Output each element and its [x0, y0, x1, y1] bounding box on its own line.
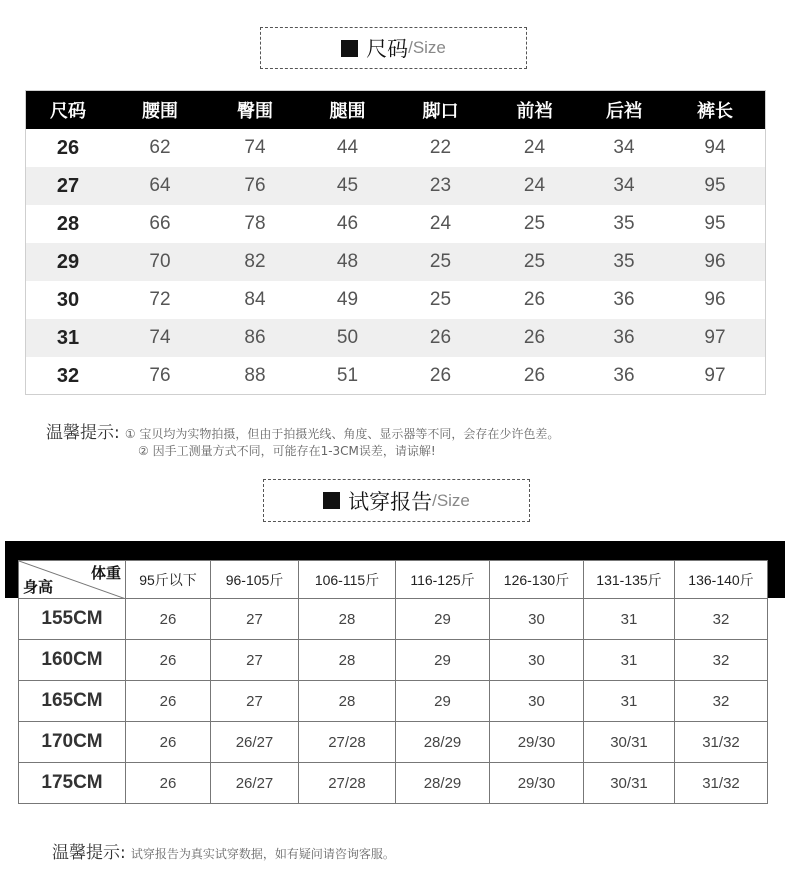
size-value-cell: 25 [523, 251, 546, 272]
fitting-size-cell: 26/27 [211, 763, 299, 804]
fitting-size-cell: 29 [396, 681, 490, 722]
size-row [26, 167, 765, 205]
size-row [26, 243, 765, 281]
fitting-title-cn: 试穿报告 [348, 489, 433, 514]
fitting-size-cell: 27 [211, 681, 299, 722]
size-value-cell: 51 [336, 365, 359, 386]
size-value-cell: 78 [244, 213, 266, 234]
square-bullet-icon [323, 492, 340, 509]
fitting-size-cell: 31/32 [675, 763, 768, 804]
size-value-cell: 76 [244, 175, 266, 196]
fitting-size-cell: 31/32 [675, 722, 768, 763]
square-bullet-icon [341, 40, 358, 57]
size-row [26, 205, 765, 243]
fitting-size-cell: 30 [490, 599, 584, 640]
size-value-cell: 24 [523, 175, 546, 196]
size-value-cell: 96 [704, 289, 726, 310]
tip-lead: 温馨提示: [46, 423, 120, 443]
size-chart-table [25, 90, 766, 395]
weight-header: 106-115斤 [299, 561, 396, 599]
size-value-cell: 36 [613, 327, 635, 348]
size-label-cell: 26 [56, 136, 80, 159]
size-value-cell: 36 [613, 365, 635, 386]
size-table-header [26, 91, 765, 129]
fitting-size-cell: 26/27 [211, 722, 299, 763]
fitting-size-cell: 27/28 [299, 763, 396, 804]
height-cell: 170CM [19, 722, 126, 763]
size-label-cell: 30 [56, 288, 80, 311]
header-cell: 尺码 [50, 101, 86, 122]
fitting-size-cell: 27 [211, 599, 299, 640]
size-value-cell: 25 [429, 251, 452, 272]
fitting-size-cell: 32 [675, 599, 768, 640]
size-value-cell: 82 [244, 251, 266, 272]
fitting-header-row [19, 561, 768, 599]
header-cell: 后裆 [606, 101, 642, 122]
size-value-cell: 26 [523, 289, 546, 310]
fitting-size-cell: 26 [126, 763, 211, 804]
size-label-cell: 29 [56, 250, 80, 273]
header-cell: 腰围 [142, 101, 178, 122]
fitting-size-cell: 28 [299, 599, 396, 640]
fitting-size-cell: 31 [584, 599, 675, 640]
fitting-size-cell: 30 [490, 681, 584, 722]
weight-header: 95斤以下 [126, 561, 211, 599]
size-value-cell: 25 [523, 213, 546, 234]
size-value-cell: 26 [523, 365, 546, 386]
size-value-cell: 76 [149, 365, 171, 386]
size-value-cell: 35 [613, 213, 635, 234]
size-value-cell: 88 [244, 365, 266, 386]
weight-header: 126-130斤 [490, 561, 584, 599]
tip-note-1b [138, 440, 436, 459]
fitting-row [19, 763, 768, 804]
size-value-cell: 24 [429, 213, 452, 234]
size-value-cell: 72 [149, 289, 171, 310]
size-label-cell: 28 [56, 212, 80, 235]
fitting-size-cell: 29/30 [490, 722, 584, 763]
size-value-cell: 66 [149, 213, 171, 234]
fitting-size-cell: 29 [396, 640, 490, 681]
weight-header: 136-140斤 [675, 561, 768, 599]
tip-note-2 [52, 838, 395, 863]
size-value-cell: 50 [336, 327, 359, 348]
size-value-cell: 70 [149, 251, 171, 272]
size-value-cell: 48 [336, 251, 359, 272]
size-value-cell: 23 [429, 175, 452, 196]
fitting-row [19, 599, 768, 640]
weight-header: 131-135斤 [584, 561, 675, 599]
header-cell: 臀围 [237, 101, 273, 122]
fitting-size-cell: 26 [126, 599, 211, 640]
weight-label: 体重 [90, 565, 121, 582]
size-value-cell: 96 [704, 251, 726, 272]
size-value-cell: 22 [429, 137, 452, 158]
fitting-title-en: /Size [432, 490, 470, 510]
size-label-cell: 31 [56, 326, 80, 349]
fitting-report-table [18, 560, 768, 804]
height-cell: 175CM [19, 763, 126, 804]
tip-lead: 温馨提示: [52, 843, 126, 863]
fitting-size-cell: 32 [675, 640, 768, 681]
fitting-size-cell: 29 [396, 599, 490, 640]
size-value-cell: 36 [613, 289, 635, 310]
size-value-cell: 34 [613, 137, 635, 158]
header-cell: 脚口 [422, 101, 459, 122]
size-value-cell: 64 [149, 175, 171, 196]
corner-cell [19, 561, 126, 599]
size-row [26, 281, 765, 319]
fitting-size-cell: 26 [126, 640, 211, 681]
fitting-row [19, 722, 768, 763]
fitting-size-cell: 28 [299, 640, 396, 681]
fitting-size-cell: 31 [584, 640, 675, 681]
weight-header: 116-125斤 [396, 561, 490, 599]
fitting-size-cell: 32 [675, 681, 768, 722]
size-value-cell: 74 [244, 137, 266, 158]
fitting-size-cell: 28/29 [396, 722, 490, 763]
size-value-cell: 46 [336, 213, 359, 234]
height-cell: 155CM [19, 599, 126, 640]
fitting-row [19, 681, 768, 722]
size-value-cell: 62 [149, 137, 171, 158]
size-value-cell: 35 [613, 251, 635, 272]
fitting-size-cell: 26 [126, 722, 211, 763]
tip-text: 试穿报告为真实试穿数据，如有疑问请咨询客服。 [130, 847, 395, 861]
size-value-cell: 97 [704, 365, 726, 386]
size-value-cell: 25 [429, 289, 452, 310]
fitting-size-cell: 26 [126, 681, 211, 722]
weight-header: 96-105斤 [211, 561, 299, 599]
size-value-cell: 95 [704, 213, 726, 234]
fitting-size-cell: 30 [490, 640, 584, 681]
size-value-cell: 74 [149, 327, 171, 348]
fitting-size-cell: 28 [299, 681, 396, 722]
fitting-size-cell: 30/31 [584, 763, 675, 804]
fitting-size-cell: 31 [584, 681, 675, 722]
header-cell: 腿围 [329, 101, 366, 122]
header-cell: 裤长 [697, 101, 733, 122]
size-section-title [260, 27, 527, 69]
size-value-cell: 86 [244, 327, 266, 348]
fitting-row [19, 640, 768, 681]
size-value-cell: 26 [429, 365, 452, 386]
size-value-cell: 45 [336, 175, 359, 196]
size-value-cell: 97 [704, 327, 726, 348]
size-value-cell: 95 [704, 175, 726, 196]
tip-line-1: ① 宝贝均为实物拍摄，但由于拍摄光线、角度、显示器等不同，会存在少许色差。 [124, 427, 560, 441]
size-value-cell: 34 [613, 175, 635, 196]
size-value-cell: 26 [523, 327, 546, 348]
size-value-cell: 44 [336, 137, 359, 158]
size-value-cell: 26 [429, 327, 452, 348]
fitting-size-cell: 27/28 [299, 722, 396, 763]
fitting-size-cell: 29/30 [490, 763, 584, 804]
fitting-size-cell: 30/31 [584, 722, 675, 763]
header-cell: 前裆 [516, 101, 553, 122]
size-label-cell: 32 [56, 364, 80, 387]
height-cell: 160CM [19, 640, 126, 681]
size-value-cell: 24 [523, 137, 546, 158]
fitting-section-title [263, 479, 530, 522]
size-title-en: /Size [408, 38, 446, 57]
size-value-cell: 49 [336, 289, 359, 310]
size-value-cell: 94 [704, 137, 726, 158]
height-cell: 165CM [19, 681, 126, 722]
size-row [26, 319, 765, 357]
size-title-cn: 尺码 [366, 37, 409, 61]
height-label: 身高 [23, 579, 54, 596]
fitting-size-cell: 28/29 [396, 763, 490, 804]
size-label-cell: 27 [56, 174, 80, 197]
fitting-size-cell: 27 [211, 640, 299, 681]
size-row [26, 357, 765, 395]
tip-line-2: ② 因手工测量方式不同，可能存在1-3CM误差，请谅解! [138, 444, 436, 458]
size-row [26, 129, 765, 167]
size-value-cell: 84 [244, 289, 266, 310]
